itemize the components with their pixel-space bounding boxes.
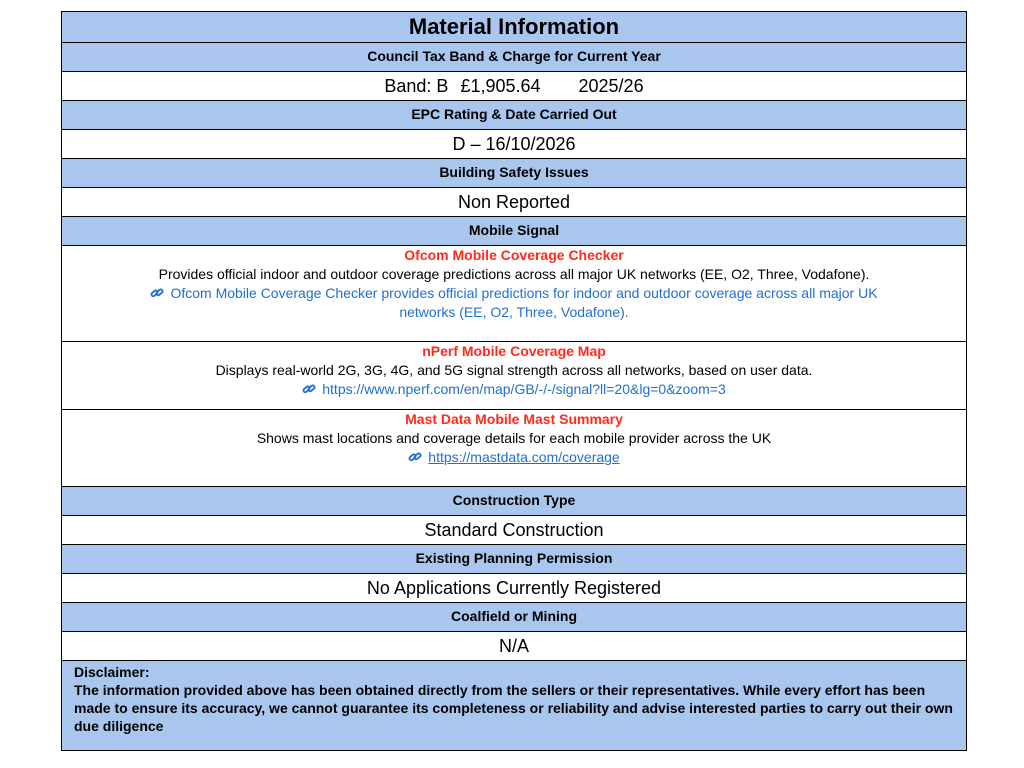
construction-header: Construction Type: [62, 487, 966, 516]
nperf-section: [62, 342, 966, 410]
council-tax-band: Band: B: [384, 76, 449, 96]
mastdata-description: Shows mast locations and coverage details for each mobile provider across the UK: [256, 430, 772, 446]
nperf-name: nPerf Mobile Coverage Map: [422, 343, 606, 359]
mobile-signal-header: Mobile Signal: [62, 217, 966, 246]
council-tax-header: Council Tax Band & Charge for Current Year: [62, 43, 966, 72]
building-safety-header: Building Safety Issues: [62, 159, 966, 188]
link-icon: [150, 287, 164, 299]
ofcom-name: Ofcom Mobile Coverage Checker: [404, 247, 624, 263]
ofcom-link[interactable]: [62, 284, 966, 303]
material-information-table: [61, 11, 967, 751]
coalfield-header: Coalfield or Mining: [62, 603, 966, 632]
disclaimer-label: Disclaimer:: [74, 664, 150, 680]
council-tax-year: 2025/26: [578, 76, 644, 96]
construction-value: Standard Construction: [62, 516, 966, 545]
nperf-link[interactable]: [62, 380, 966, 399]
council-tax-charge: £1,905.64: [460, 76, 541, 96]
ofcom-link-text-2[interactable]: networks (EE, O2, Three, Vodafone).: [399, 304, 629, 320]
council-tax-value: [62, 72, 966, 101]
page-title: Material Information: [62, 12, 966, 43]
disclaimer: [62, 661, 966, 751]
disclaimer-text: The information provided above has been obtained directly from the sellers or their representatives. While every effort has been made to ensure its accuracy, we cannot guarantee its completeness or reliability and advise interested parties to carry out their own due diligence: [74, 682, 953, 734]
ofcom-link-text-1[interactable]: Ofcom Mobile Coverage Checker provides official predictions for indoor and outdoor coverage across all major UK: [170, 285, 878, 301]
epc-value: D – 16/10/2026: [62, 130, 966, 159]
coalfield-value: N/A: [62, 632, 966, 661]
mastdata-name: Mast Data Mobile Mast Summary: [405, 411, 623, 427]
ofcom-section: [62, 246, 966, 342]
epc-header: EPC Rating & Date Carried Out: [62, 101, 966, 130]
planning-value: No Applications Currently Registered: [62, 574, 966, 603]
mastdata-link[interactable]: [62, 448, 966, 467]
mastdata-link-text[interactable]: https://mastdata.com/coverage: [428, 449, 620, 465]
nperf-description: Displays real-world 2G, 3G, 4G, and 5G signal strength across all networks, based on user data.: [215, 362, 813, 378]
ofcom-description: Provides official indoor and outdoor coverage predictions across all major UK networks (EE, O2, Three, Vodafone).: [158, 266, 870, 282]
link-icon: [408, 451, 422, 463]
nperf-link-text[interactable]: https://www.nperf.com/en/map/GB/-/-/signal?ll=20&lg=0&zoom=3: [322, 381, 726, 397]
mastdata-section: [62, 410, 966, 487]
building-safety-value: Non Reported: [62, 188, 966, 217]
planning-header: Existing Planning Permission: [62, 545, 966, 574]
link-icon: [302, 383, 316, 395]
